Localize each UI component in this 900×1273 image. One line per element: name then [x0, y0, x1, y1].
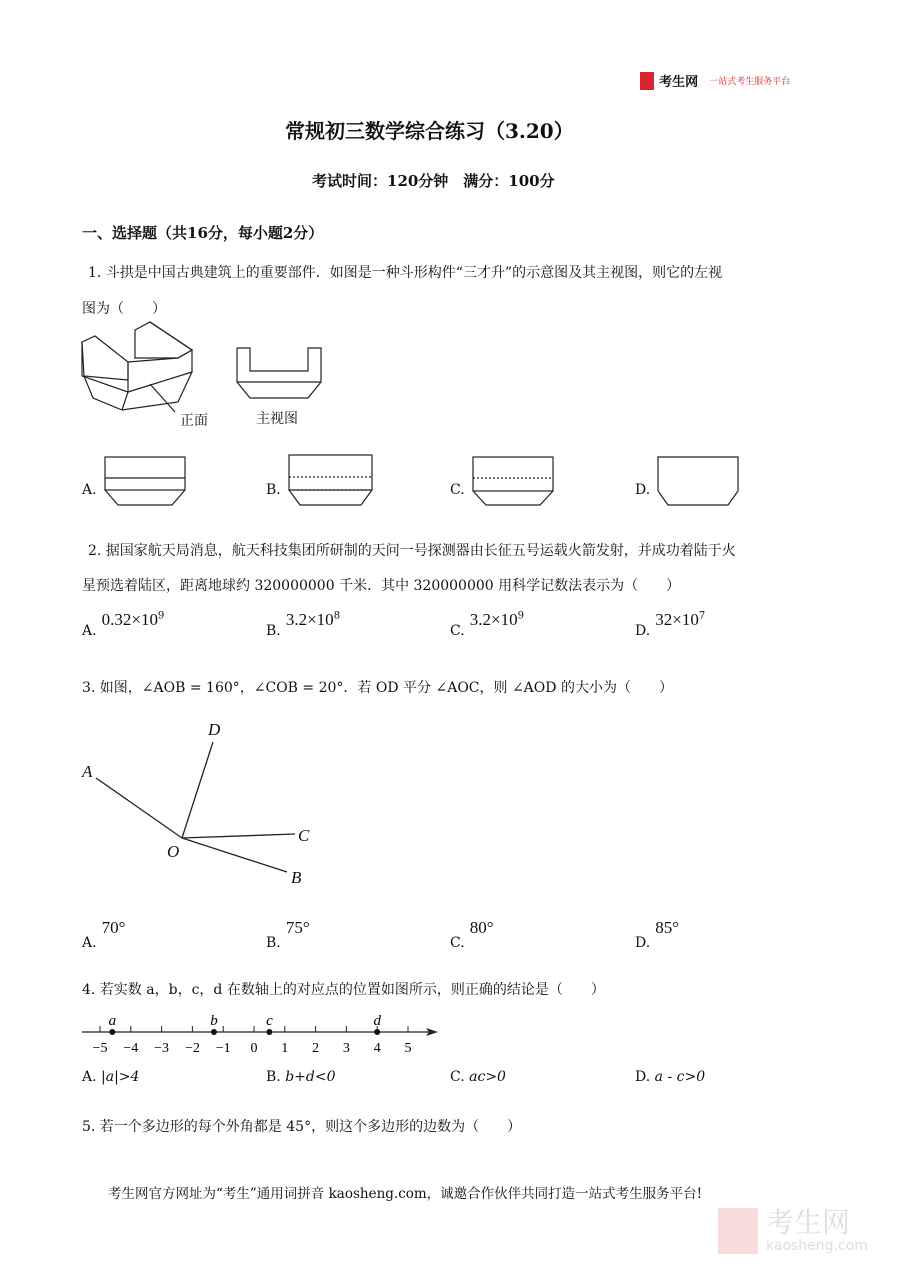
point-o: O [167, 842, 180, 861]
option-label: D. [635, 935, 651, 951]
point-d [374, 1029, 380, 1035]
tick-label: −2 [184, 1041, 200, 1056]
footer-text: 考生网官方网址为“考生”通用词拼音 kaosheng.com，诚邀合作伙伴共同打造一站式考生服务平台! [108, 1186, 703, 1202]
q1-text-2: 图为（ ） [82, 301, 166, 317]
point-c [266, 1029, 272, 1035]
q3-text: 3. 如图，∠AOB = 160°，∠COB = 20°．若 OD 平分 ∠AOC，则 ∠AOD 的大小为（ ） [82, 680, 673, 696]
tick-label: 1 [281, 1041, 289, 1056]
tick-label: −5 [92, 1041, 108, 1056]
watermark-sub: kaosheng.com [766, 1237, 868, 1254]
option-value: 3.2×10 [469, 610, 518, 629]
option-label: C. [450, 1069, 465, 1085]
exponent: 9 [517, 610, 524, 622]
q1-option-d[interactable]: D. [635, 482, 651, 498]
tick-label: 0 [250, 1041, 258, 1056]
point-label: d [373, 1013, 381, 1029]
point-label: b [210, 1013, 218, 1029]
option-label: D. [635, 623, 651, 639]
watermark-text-group [766, 1208, 868, 1254]
option-value: |a|>4 [101, 1069, 140, 1085]
tick-label: 2 [312, 1041, 320, 1056]
option-value: b+d<0 [285, 1069, 336, 1085]
point-label: a [108, 1013, 117, 1029]
exponent: 9 [158, 610, 165, 622]
option-label: A. [82, 935, 97, 951]
q1-option-b[interactable]: B. [266, 482, 281, 498]
label-main-view: 主视图 [256, 411, 298, 427]
q4-option-a[interactable] [82, 1069, 139, 1085]
point-b: B [291, 868, 302, 887]
option-label: C. [450, 623, 465, 639]
header-slogan: 一站式考生服务平台 [709, 77, 791, 87]
q4-option-c[interactable] [450, 1069, 506, 1085]
option-label: B. [266, 935, 281, 951]
section-heading: 一、选择题（共16分，每小题2分） [82, 224, 324, 242]
option-value: 80° [469, 918, 494, 937]
option-value: 70° [101, 918, 126, 937]
option-label: A. [82, 1069, 97, 1085]
exponent: 8 [333, 610, 341, 622]
option-value: a - c>0 [654, 1069, 706, 1085]
watermark [718, 1208, 868, 1254]
label-front: 正面 [180, 413, 208, 429]
q1-text: 1. 斗拱是中国古典建筑上的重要部件．如图是一种斗形构件“三才升”的示意图及其主视图，则它的左视 [88, 265, 723, 281]
q1-option-c[interactable]: C. [450, 482, 465, 498]
q5-text: 5. 若一个多边形的每个外角都是 45°，则这个多边形的边数为（ ） [82, 1119, 522, 1135]
option-value: 0.32×10 [101, 610, 158, 629]
q4-text: 4. 若实数 a，b，c，d 在数轴上的对应点的位置如图所示，则正确的结论是（ ） [82, 982, 605, 998]
option-value: 32×10 [655, 610, 699, 629]
tick-label: 4 [373, 1041, 381, 1056]
tick-label: 5 [404, 1041, 412, 1056]
point-b [211, 1029, 217, 1035]
point-d: D [208, 720, 221, 739]
option-label: B. [266, 1069, 281, 1085]
option-label: D. [635, 1069, 651, 1085]
q2-text-2: 星预选着陆区，距离地球约 320000000 千米．其中 320000000 用科学记数法表示为（ ） [82, 578, 681, 594]
option-value: 85° [655, 918, 680, 937]
option-value: ac>0 [469, 1069, 506, 1085]
tick-label: 3 [342, 1041, 350, 1056]
q4-option-d[interactable] [635, 1069, 705, 1085]
point-a: A [82, 762, 93, 781]
exam-info: 考试时间：120分钟 满分：100分 [312, 172, 555, 190]
watermark-mark-icon [718, 1208, 758, 1254]
option-label: C. [450, 935, 465, 951]
tick-label: −3 [154, 1041, 170, 1056]
watermark-text: 考生网 [766, 1206, 851, 1239]
point-a [109, 1029, 115, 1035]
exponent: 7 [698, 610, 706, 622]
option-label: A. [82, 623, 97, 639]
point-c: C [298, 826, 310, 845]
logo-text: 考生网 [659, 75, 699, 90]
option-value: 75° [285, 918, 310, 937]
q2-text: 2. 据国家航天局消息，航天科技集团所研制的天问一号探测器由长征五号运载火箭发射，并成功着陆于火 [88, 543, 736, 559]
q4-option-b[interactable] [266, 1069, 336, 1085]
option-label: B. [266, 623, 281, 639]
point-label: c [266, 1013, 273, 1029]
page-title: 常规初三数学综合练习（3.20） [285, 119, 574, 143]
tick-label: −4 [123, 1041, 139, 1056]
option-value: 3.2×10 [285, 610, 334, 629]
tick-label: −1 [215, 1041, 231, 1056]
q1-option-a[interactable]: A. [82, 482, 97, 498]
